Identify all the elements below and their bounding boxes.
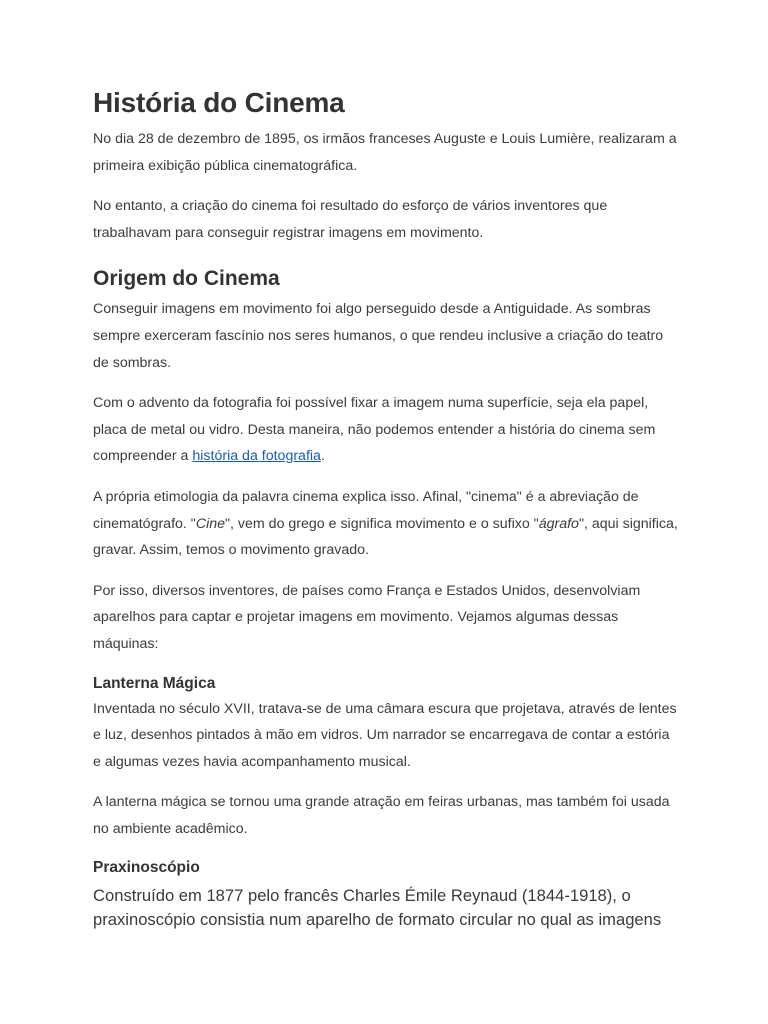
etymology-agrafo: ágrafo [538,515,579,532]
historia-fotografia-link[interactable]: história da fotografia [192,448,321,465]
section-heading-origem: Origem do Cinema [93,267,280,291]
lanterna-paragraph-1: Inventada no século XVII, tratava-se de uma câmara escura que projetava, através de lentes e luz, desenhos pintados à mão em vidros. Um narrador se encarregava de contar a estória e algumas vezes havia acompanhamento musical. [93,700,677,770]
intro-paragraph-1: No dia 28 de dezembro de 1895, os irmãos franceses Auguste e Louis Lumière, realizaram a primeira exibição pública cinematográfica. [93,131,677,174]
origem-paragraph-3 [93,484,678,564]
etymology-text-c: ", aqui significa, gravar. Assim, temos o movimento gravado. [93,515,678,559]
praxinoscopio-paragraph-1: Construído em 1877 pelo francês Charles Émile Reynaud (1844-1918), o praxinoscópio consistia num aparelho de formato circular no qual as imagens [93,886,662,929]
subheading-praxinoscopio: Praxinoscópio [93,859,200,877]
origem-paragraph-1: Conseguir imagens em movimento foi algo perseguido desde a Antiguidade. As sombras sempre exerceram fascínio nos seres humanos, o que rendeu inclusive a criação do teatro de sombras. [93,301,664,371]
etymology-text-b: ", vem do grego e significa movimento e o sufixo " [225,515,539,532]
etymology-cine: Cine [195,515,226,532]
page-title: História do Cinema [93,87,345,118]
origem-paragraph-4: Por isso, diversos inventores, de países como França e Estados Unidos, desenvolviam aparelhos para captar e projetar imagens em movimento. Vejamos algumas dessas máquinas: [93,582,641,652]
origem-paragraph-2 [93,390,678,470]
origem-paragraph-2-text: Com o advento da fotografia foi possível fixar a imagem numa superfície, seja ela papel, placa de metal ou vidro. Desta maneira, não podemos entender a história do cinema sem compreender a [93,395,656,465]
lanterna-paragraph-2: A lanterna mágica se tornou uma grande atração em feiras urbanas, mas também foi usada no ambiente acadêmico. [93,794,670,837]
etymology-text-a: A própria etimologia da palavra cinema explica isso. Afinal, "cinema" é a abreviação de cinematógrafo. " [93,488,639,532]
intro-paragraph-2: No entanto, a criação do cinema foi resultado do esforço de vários inventores que trabalhavam para conseguir registrar imagens em movimento. [93,198,608,241]
article [93,84,678,945]
origem-paragraph-2-end: . [320,448,325,465]
subheading-lanterna-magica: Lanterna Mágica [93,674,216,692]
